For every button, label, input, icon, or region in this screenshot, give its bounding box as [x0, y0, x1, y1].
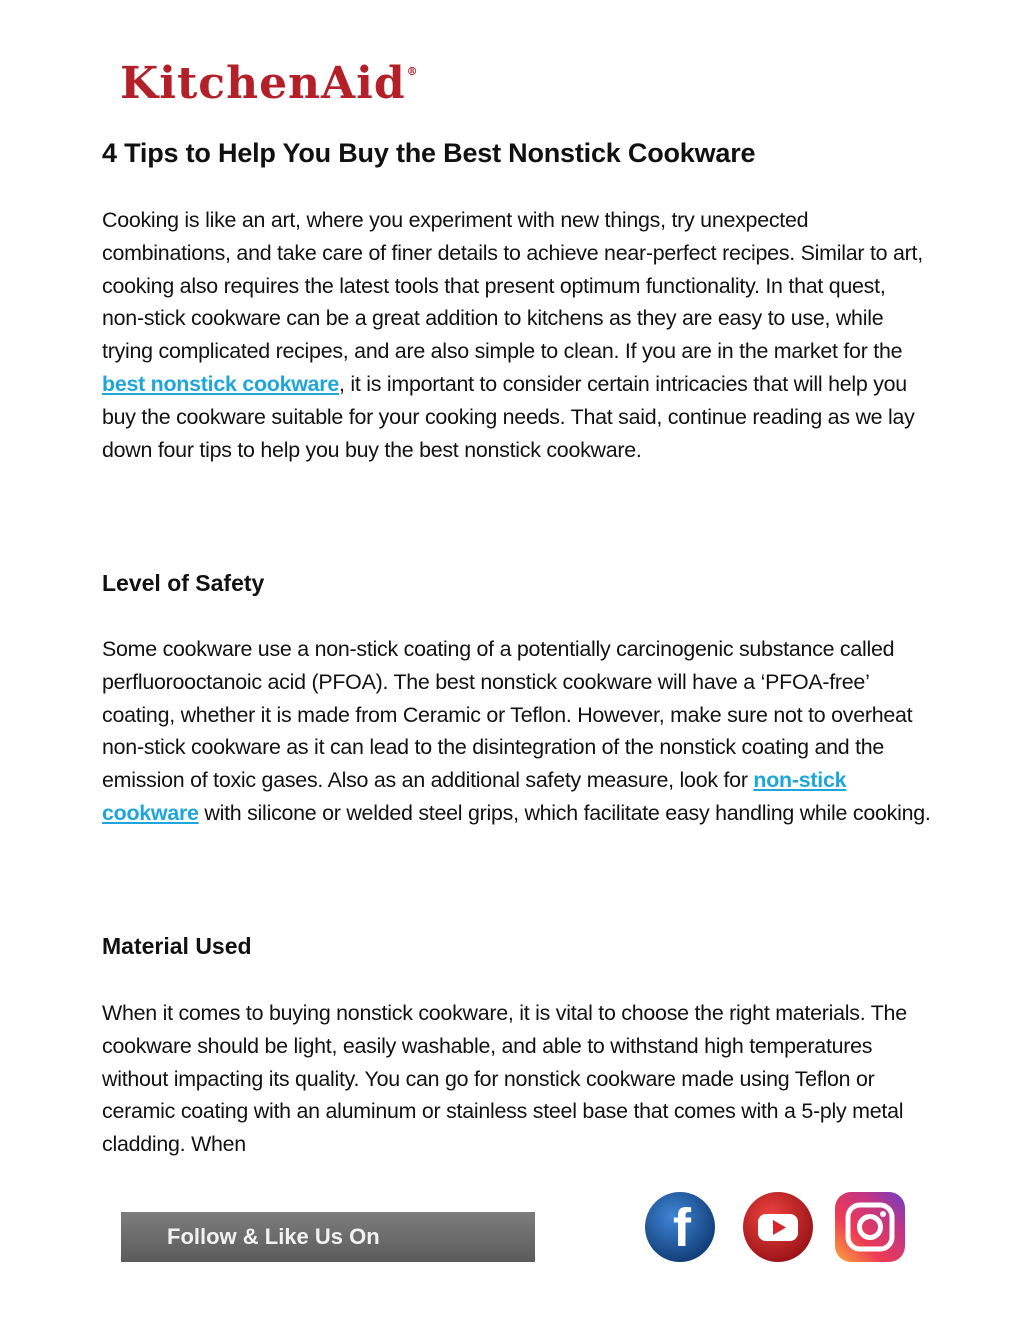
section-heading-material: Material Used: [102, 933, 252, 959]
facebook-icon[interactable]: [643, 1190, 717, 1264]
instagram-icon[interactable]: [833, 1190, 907, 1264]
follow-label: Follow & Like Us On: [167, 1224, 380, 1249]
intro-text-before: Cooking is like an art, where you experiment with new things, try unexpected combinations, and take care of finer details to achieve near-perfect recipes. Similar to art, cooking also requires the latest tools that present optimum functionality. In that quest, non-stick cookware can be a great addition to kitchens as they are easy to use, while trying complicated recipes, and are also simple to clean. If you are in the market for the: [102, 208, 923, 364]
intro-paragraph: [102, 204, 932, 466]
material-paragraph: When it comes to buying nonstick cookware, it is vital to choose the right materials. The cookware should be light, easily washable, and able to withstand high temperatures without impacting its quality. You can go for nonstick cookware made using Teflon or ceramic coating with an aluminum or stainless steel base that comes with a 5-ply metal cladding. When: [102, 1001, 907, 1157]
safety-paragraph: [102, 633, 932, 830]
kitchenaid-logo: [120, 58, 419, 109]
youtube-icon[interactable]: [741, 1190, 815, 1264]
section-heading-safety: Level of Safety: [102, 570, 265, 596]
logo-text: KitchenAid: [120, 58, 406, 109]
article-title: 4 Tips to Help You Buy the Best Nonstick Cookware: [102, 138, 756, 168]
registered-mark: ®: [406, 65, 419, 78]
intro-text-after: , it is important to consider certain intricacies that will help you buy the cookware suitable for your cooking needs. That said, continue reading as we lay down four tips to help you buy the best nonstick cookware.: [102, 371, 915, 462]
facebook-letter: f: [673, 1198, 691, 1258]
non-stick-cookware-link[interactable]: non-stick cookware: [102, 768, 847, 825]
follow-like-banner: [121, 1212, 535, 1262]
safety-text-after: with silicone or welded steel grips, which facilitate easy handling while cooking.: [198, 800, 931, 825]
safety-text-before: Some cookware use a non-stick coating of a potentially carcinogenic substance called perfluorooctanoic acid (PFOA). The best nonstick cookware will have a ‘PFOA-free’ coating, whether it is made from Ceramic or Teflon. However, make sure not to overheat non-stick cookware as it can lead to the disintegration of the nonstick coating and the emission of toxic gases. Also as an additional safety measure, look for: [102, 637, 913, 793]
best-nonstick-cookware-link[interactable]: best nonstick cookware: [102, 371, 340, 396]
